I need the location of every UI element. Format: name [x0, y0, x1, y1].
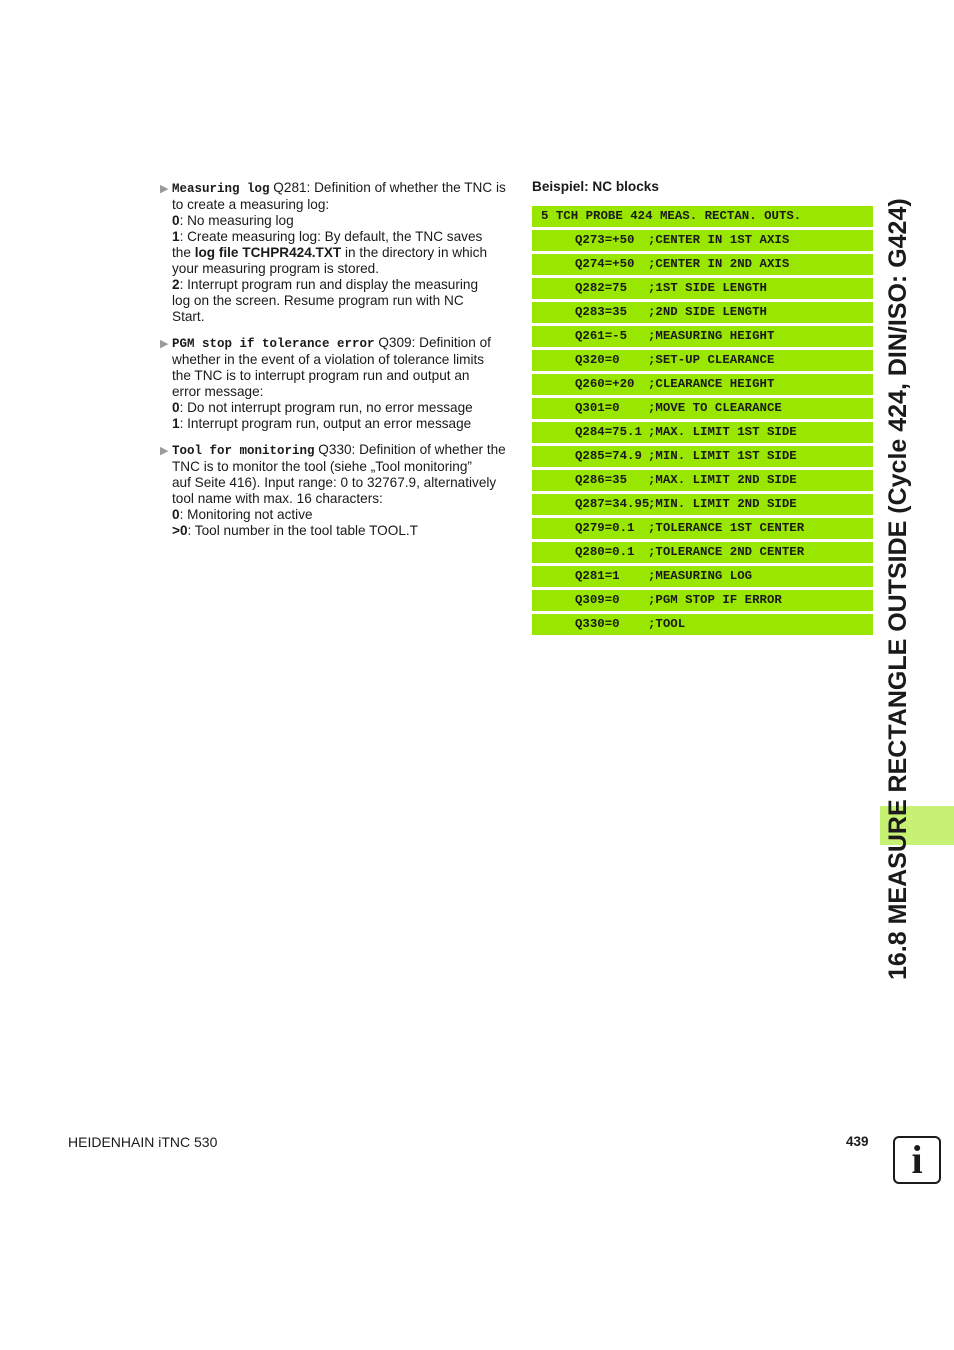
code-param: Q260=+20 — [575, 377, 635, 391]
code-row — [532, 422, 873, 443]
code-param: Q273=+50 — [575, 233, 635, 247]
code-row — [532, 494, 873, 515]
param-keyword: PGM stop if tolerance error — [172, 337, 375, 351]
param-keyword: Measuring log — [172, 182, 270, 196]
parameter-descriptions — [160, 180, 512, 549]
code-row — [532, 350, 873, 371]
code-row — [532, 590, 873, 611]
code-comment: ;TOLERANCE 1ST CENTER — [648, 521, 805, 535]
code-comment: ;CENTER IN 1ST AXIS — [648, 233, 790, 247]
bullet-triangle-icon: ▶ — [160, 183, 169, 195]
param-measuring-log: ▶ Measuring log Q281: Definition of whether the TNC is to create a measuring log: 0: No measuring log 1: Create measuring log: By default, the TNC saves the log file TCHPR424.TXT in the directory in which your measuring program is stored. 2: Interrupt program run and display the measuring log on the screen. Resume program run with NC Start. — [160, 180, 506, 324]
code-param: Q309=0 — [575, 593, 620, 607]
code-param: Q282=75 — [575, 281, 628, 295]
code-row — [532, 566, 873, 587]
param-pgm-stop: ▶ PGM stop if tolerance error Q309: Definition of whether in the event of a violation of tolerance limits the TNC is to interrupt program run and output an error message: 0: Do not interrupt program run, no error message 1: Interrupt program run, output an error message — [160, 335, 491, 431]
code-row — [532, 326, 873, 347]
code-row — [532, 446, 873, 467]
code-param: Q280=0.1 — [575, 545, 635, 559]
code-comment: ;MEASURING HEIGHT — [648, 329, 775, 343]
param-tool-monitoring: ▶ Tool for monitoring Q330: Definition of whether the TNC is to monitor the tool (siehe „Tool monitoring” auf Seite 416). Input range: 0 to 32767.9, alternatively tool name with max. 16 characters: 0: Monitoring not active >0: Tool number in the tool table TOOL.T — [160, 442, 506, 538]
code-comment: ;TOOL — [648, 617, 686, 631]
code-row — [532, 398, 873, 419]
code-comment: ;PGM STOP IF ERROR — [648, 593, 782, 607]
code-comment: ;TOLERANCE 2ND CENTER — [648, 545, 805, 559]
code-param: Q320=0 — [575, 353, 620, 367]
footer-product: HEIDENHAIN iTNC 530 — [68, 1134, 218, 1150]
code-row — [532, 230, 873, 251]
code-comment: ;MAX. LIMIT 1ST SIDE — [648, 425, 797, 439]
example-heading: Beispiel: NC blocks — [532, 179, 659, 194]
code-comment: ;1ST SIDE LENGTH — [648, 281, 767, 295]
code-comment: ;SET-UP CLEARANCE — [648, 353, 775, 367]
code-comment: ;MAX. LIMIT 2ND SIDE — [648, 473, 797, 487]
code-param: Q274=+50 — [575, 257, 635, 271]
code-comment: ;CENTER IN 2ND AXIS — [648, 257, 790, 271]
code-row — [532, 374, 873, 395]
code-param: Q330=0 — [575, 617, 620, 631]
code-param: Q284=75.1 — [575, 425, 642, 439]
code-param: Q261=-5 — [575, 329, 628, 343]
param-keyword: Tool for monitoring — [172, 444, 315, 458]
info-icon: i — [893, 1136, 941, 1184]
code-comment: ;MIN. LIMIT 2ND SIDE — [648, 497, 797, 511]
code-comment: ;CLEARANCE HEIGHT — [648, 377, 775, 391]
code-param: Q279=0.1 — [575, 521, 635, 535]
code-param: Q287=34.95 — [575, 497, 650, 511]
code-row — [532, 302, 873, 323]
code-param: Q286=35 — [575, 473, 628, 487]
code-comment: ;MOVE TO CLEARANCE — [648, 401, 782, 415]
code-row — [532, 278, 873, 299]
code-param: Q281=1 — [575, 569, 620, 583]
code-row — [532, 614, 873, 635]
bullet-triangle-icon: ▶ — [160, 445, 169, 457]
code-row — [532, 518, 873, 539]
code-comment: ;2ND SIDE LENGTH — [648, 305, 767, 319]
code-row — [532, 542, 873, 563]
code-comment: ;MEASURING LOG — [648, 569, 753, 583]
code-row — [532, 254, 873, 275]
code-param: Q283=35 — [575, 305, 628, 319]
nc-code-block — [532, 206, 873, 638]
code-param: Q301=0 — [575, 401, 620, 415]
code-comment: ;MIN. LIMIT 1ST SIDE — [648, 449, 797, 463]
code-row — [532, 470, 873, 491]
code-param: Q285=74.9 — [575, 449, 642, 463]
code-row: 5 TCH PROBE 424 MEAS. RECTAN. OUTS. — [532, 206, 873, 227]
page-number: 439 — [846, 1134, 869, 1149]
bullet-triangle-icon: ▶ — [160, 338, 169, 350]
